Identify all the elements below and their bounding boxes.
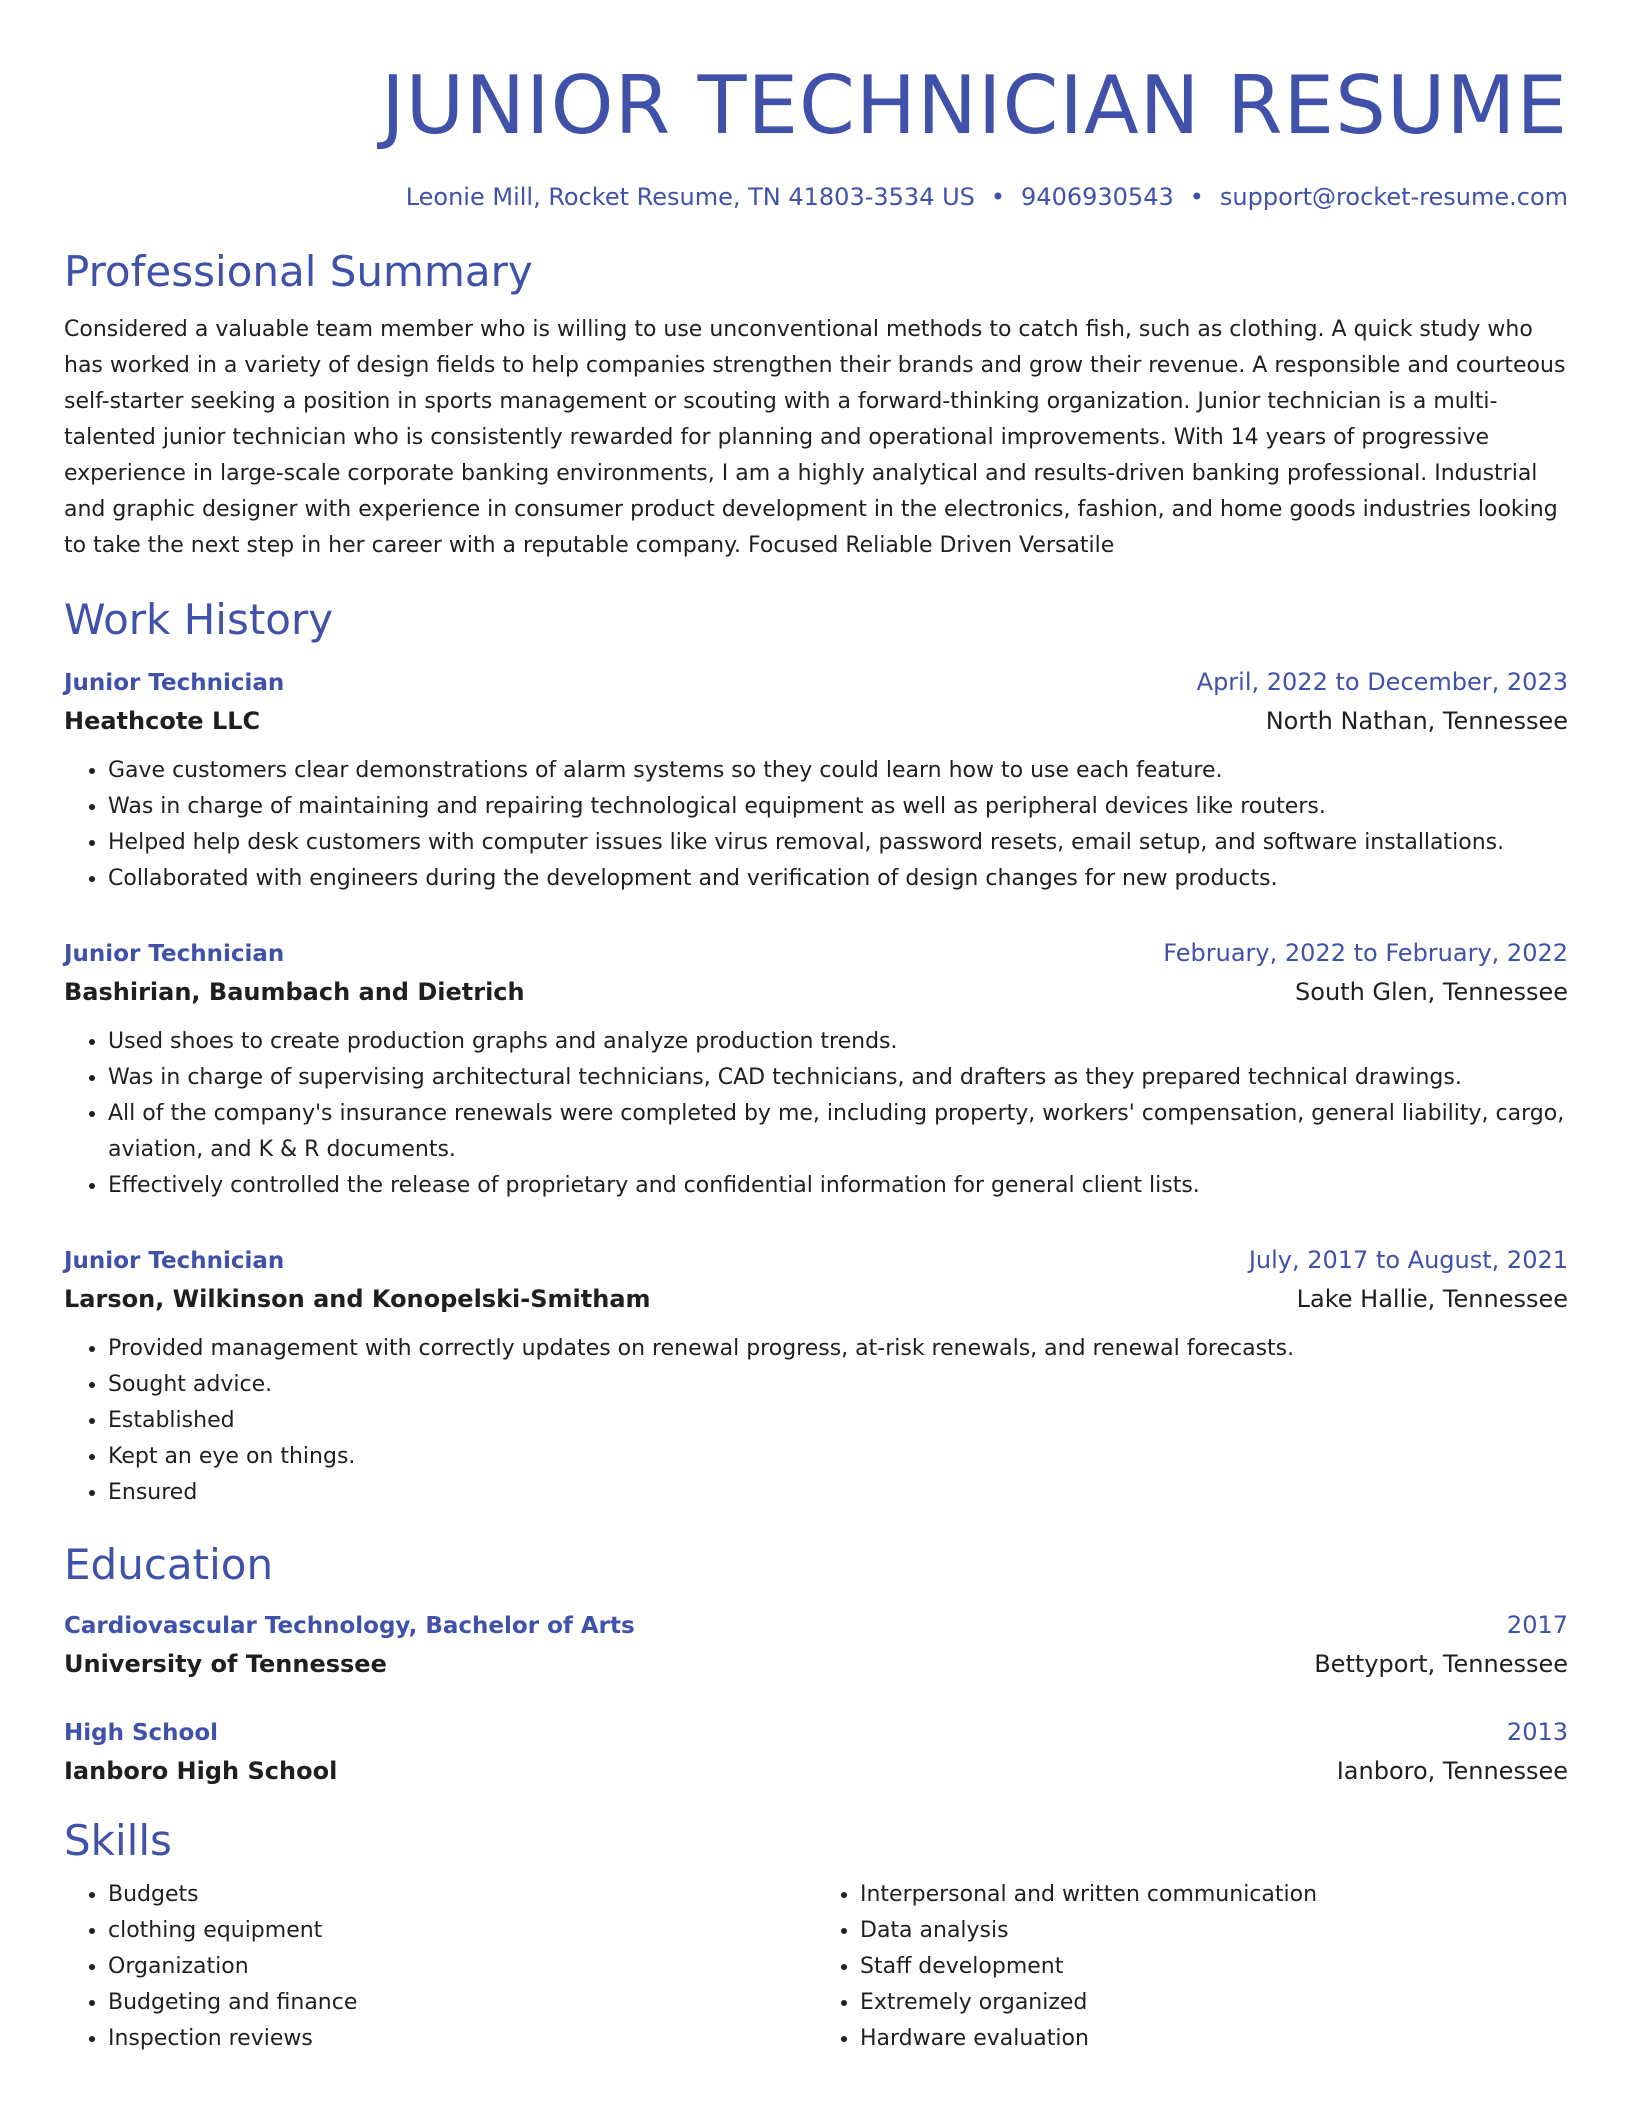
skill-item: • Organization [108, 1949, 816, 1985]
job-dates: February, 2022 to February, 2022 [1163, 939, 1568, 967]
job-entry [64, 1242, 1568, 1511]
job-bullets [64, 753, 1568, 897]
job-location: Lake Hallie, Tennessee [1296, 1285, 1568, 1313]
job-company: Heathcote LLC [64, 707, 261, 735]
skill-item: • Budgets [108, 1877, 816, 1913]
education-degree: Cardiovascular Technology, Bachelor of Arts [64, 1613, 635, 1639]
contact-phone: 9406930543 [1021, 183, 1174, 211]
job-entry [64, 664, 1568, 897]
education-year: 2017 [1506, 1611, 1568, 1639]
job-bullet: • Was in charge of supervising architectural technicians, CAD technicians, and drafters as they prepared technical drawings. [108, 1060, 1568, 1096]
job-bullet: • Was in charge of maintaining and repairing technological equipment as well as peripheral devices like routers. [108, 789, 1568, 825]
job-location: North Nathan, Tennessee [1265, 707, 1568, 735]
job-bullet: • Sought advice. [108, 1367, 1568, 1403]
skill-item: • Inspection reviews [108, 2021, 816, 2057]
job-bullet: • Provided management with correctly updates on renewal progress, at-risk renewals, and renewal forecasts. [108, 1331, 1568, 1367]
job-bullet: • Established [108, 1403, 1568, 1439]
job-bullet: • Ensured [108, 1475, 1568, 1511]
contact-separator: • [1189, 183, 1204, 211]
skill-item: • Staff development [860, 1949, 1568, 1985]
job-bullet: • Effectively controlled the release of proprietary and confidential information for general client lists. [108, 1168, 1568, 1204]
education-year: 2013 [1506, 1718, 1568, 1746]
education-location: Bettyport, Tennessee [1314, 1650, 1568, 1678]
job-bullet: • Helped help desk customers with computer issues like virus removal, password resets, email setup, and software installations. [108, 825, 1568, 861]
skills-list [64, 1877, 1568, 2057]
job-bullets [64, 1331, 1568, 1511]
education-entry [64, 1714, 1568, 1791]
education-heading: Education [64, 1540, 274, 1589]
resume-header [64, 56, 1568, 212]
job-company: Bashirian, Baumbach and Dietrich [64, 978, 525, 1006]
summary-heading: Professional Summary [64, 247, 533, 296]
resume-title: JUNIOR TECHNICIAN RESUME [381, 59, 1568, 152]
skills-column-right [816, 1877, 1568, 2057]
job-dates: April, 2022 to December, 2023 [1196, 668, 1568, 696]
skill-item: • Budgeting and finance [108, 1985, 816, 2021]
job-bullet: • Collaborated with engineers during the development and verification of design changes for new products. [108, 861, 1568, 897]
contact-line [64, 182, 1568, 212]
contact-address: Leonie Mill, Rocket Resume, TN 41803-3534 US [405, 183, 975, 211]
job-location: South Glen, Tennessee [1295, 978, 1568, 1006]
skill-item: • Data analysis [860, 1913, 1568, 1949]
work-history-heading: Work History [64, 595, 334, 644]
summary-text: Considered a valuable team member who is willing to use unconventional methods to catch fish, such as clothing. A quick study who has worked in a variety of design fields to help companies strengthen their brands and grow their revenue. A responsible and courteous self-starter seeking a position in sports management or scouting with a forward-thinking organization. Junior technician is a multi-talented junior technician who is consistently rewarded for planning and operational improvements. With 14 years of progressive experience in large-scale corporate banking environments, I am a highly analytical and results-driven banking professional. Industrial and graphic designer with experience in consumer product development in the electronics, fashion, and home goods industries looking to take the next step in her career with a reputable company. Focused Reliable Driven Versatile [64, 317, 1566, 558]
job-company: Larson, Wilkinson and Konopelski-Smitham [64, 1285, 651, 1313]
skill-item: • Interpersonal and written communication [860, 1877, 1568, 1913]
education-school: University of Tennessee [64, 1650, 387, 1678]
job-title: Junior Technician [64, 941, 285, 967]
job-dates: July, 2017 to August, 2021 [1248, 1246, 1568, 1274]
skills-column-left [64, 1877, 816, 2057]
education-entry [64, 1607, 1568, 1684]
skills-heading: Skills [64, 1816, 172, 1865]
education-degree: High School [64, 1720, 219, 1746]
job-entry [64, 935, 1568, 1204]
contact-separator: • [990, 183, 1006, 211]
skill-item: • Extremely organized [860, 1985, 1568, 2021]
skill-item: • clothing equipment [108, 1913, 816, 1949]
job-bullet: • Gave customers clear demonstrations of alarm systems so they could learn how to use each feature. [108, 753, 1568, 789]
skill-item: • Hardware evaluation [860, 2021, 1568, 2057]
education-school: Ianboro High School [64, 1757, 338, 1785]
job-title: Junior Technician [64, 670, 285, 696]
job-bullet: • Used shoes to create production graphs and analyze production trends. [108, 1024, 1568, 1060]
contact-email: support@rocket-resume.com [1219, 183, 1568, 211]
job-bullets [64, 1024, 1568, 1204]
job-title: Junior Technician [64, 1248, 285, 1274]
job-bullet: • All of the company's insurance renewals were completed by me, including property, workers' compensation, general liability, cargo, aviation, and K & R documents. [108, 1096, 1568, 1168]
education-location: Ianboro, Tennessee [1336, 1757, 1568, 1785]
job-bullet: • Kept an eye on things. [108, 1439, 1568, 1475]
